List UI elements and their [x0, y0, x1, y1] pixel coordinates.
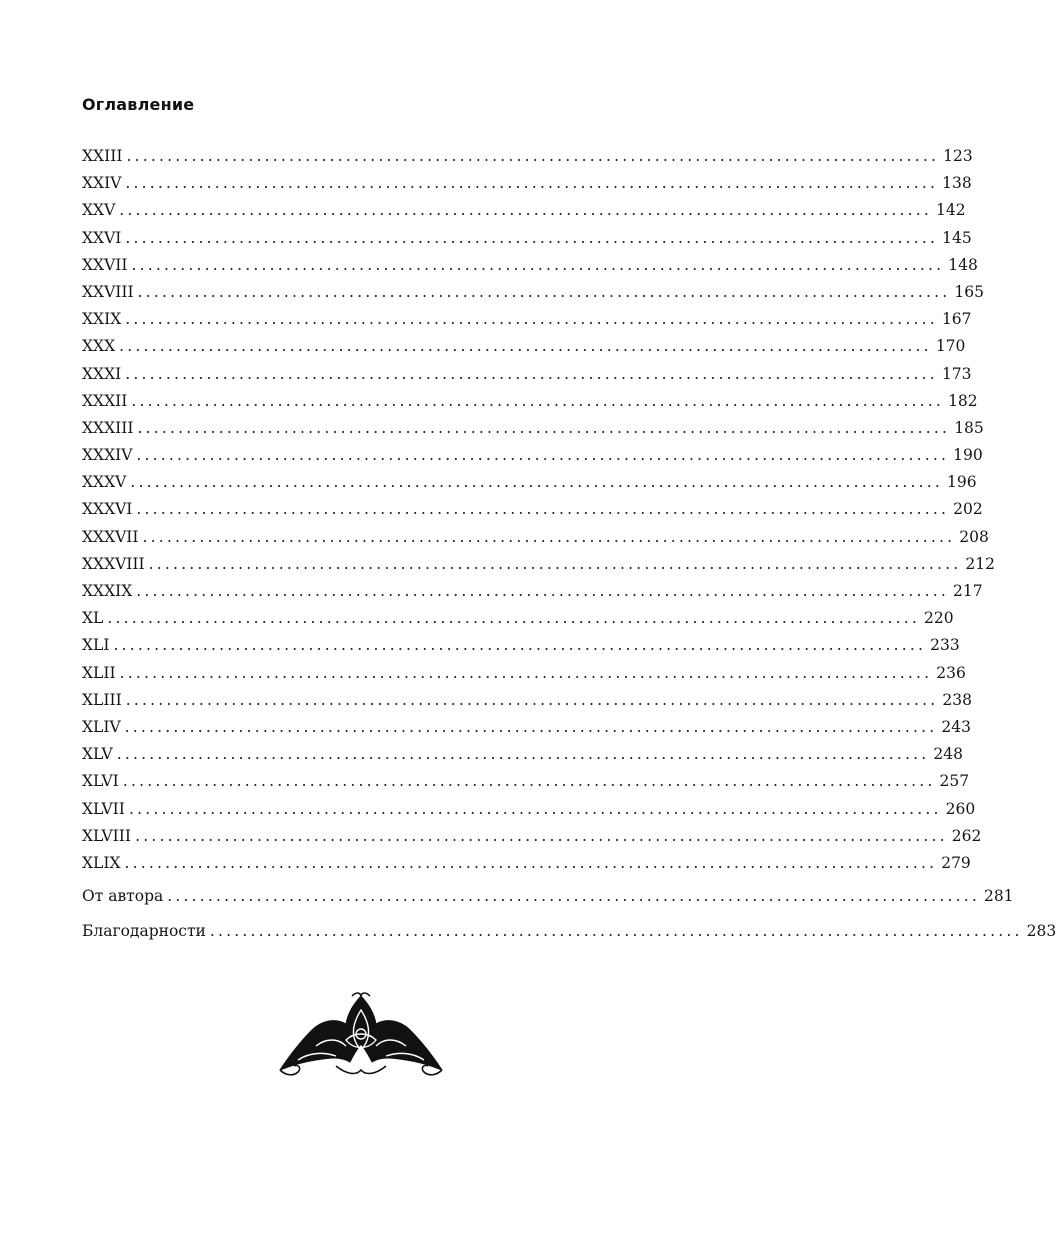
toc-entry-page: 148 — [948, 255, 978, 274]
toc-entry — [82, 690, 972, 718]
toc-entry — [82, 418, 984, 446]
toc-entry-label: XXV — [82, 201, 116, 220]
toc-entry-page: 145 — [942, 228, 972, 247]
toc-entry-label: XXXI — [82, 364, 122, 383]
toc-dot-leader: .................................................................................................... — [136, 500, 950, 519]
toc-entry — [82, 582, 983, 609]
toc-entry — [82, 527, 989, 555]
toc-dot-leader: .................................................................................................... — [125, 228, 939, 247]
toc-dot-leader: .................................................................................................... — [142, 527, 956, 546]
toc-entry-page: 248 — [933, 745, 963, 764]
toc-entry-label: XLVI — [82, 772, 119, 791]
toc-entry-page: 257 — [939, 772, 970, 791]
toc-entry-label: XLV — [82, 745, 113, 764]
toc-dot-leader: .................................................................................................... — [136, 582, 949, 600]
table-of-contents — [82, 147, 1056, 949]
toc-entry-label: XXXVI — [82, 500, 133, 519]
toc-dot-leader: .................................................................................................... — [130, 473, 944, 492]
toc-entry-label: XLIX — [82, 853, 121, 872]
toc-entry-label: XXVIII — [82, 282, 134, 301]
toc-dot-leader: .................................................................................................... — [119, 663, 933, 682]
toc-entry — [82, 826, 982, 854]
toc-entry-page: 281 — [983, 887, 1014, 906]
toc-entry — [82, 772, 970, 799]
toc-entry-page: 283 — [1026, 922, 1056, 941]
toc-dot-leader: .................................................................................................... — [148, 554, 962, 573]
toc-entry — [82, 554, 995, 582]
toc-entry — [82, 337, 966, 364]
toc-entry-label: XLII — [82, 663, 116, 682]
toc-entry — [82, 391, 978, 419]
toc-entry-page: 260 — [945, 799, 976, 818]
toc-dot-leader: .................................................................................................... — [125, 364, 938, 383]
toc-entry-page: 196 — [947, 473, 977, 492]
toc-entry — [82, 201, 966, 228]
celtic-ornament-icon — [276, 990, 446, 1080]
toc-entry-label: Благодарности — [82, 922, 206, 941]
toc-entry-label: XXXII — [82, 391, 128, 410]
toc-entry-label: XXXIX — [82, 582, 133, 600]
toc-entry-page: 202 — [953, 500, 983, 519]
toc-entry — [82, 446, 983, 473]
toc-entry — [82, 500, 983, 527]
toc-dot-leader: .................................................................................................... — [107, 609, 921, 628]
toc-entry-label: XXIX — [82, 310, 122, 329]
toc-entry — [82, 636, 960, 663]
toc-entry-label: XXVII — [82, 255, 128, 274]
toc-dot-leader: .................................................................................................... — [125, 174, 939, 193]
toc-entry-label: От автора — [82, 887, 164, 906]
toc-entry-page: 208 — [959, 527, 989, 546]
toc-dot-leader: .................................................................................................... — [136, 446, 950, 465]
toc-entry — [82, 745, 963, 772]
toc-entry — [82, 799, 976, 827]
page-title: Оглавление — [82, 95, 195, 114]
toc-entry — [82, 473, 977, 500]
toc-entry-label: XXVI — [82, 228, 122, 247]
toc-entry-label: XXIV — [82, 174, 122, 193]
toc-dot-leader: .................................................................................................... — [122, 772, 936, 791]
toc-entry-label: XLVII — [82, 799, 125, 818]
toc-entry — [82, 255, 978, 283]
toc-entry-page: 138 — [942, 174, 972, 193]
toc-entry-page: 262 — [951, 826, 982, 845]
toc-entry-label: XXXIII — [82, 418, 134, 437]
toc-entry-label: XXX — [82, 337, 116, 356]
toc-entry-page: 142 — [935, 201, 966, 220]
toc-entry-page: 123 — [943, 147, 973, 165]
toc-dot-leader: .................................................................................................... — [126, 147, 940, 165]
toc-dot-leader: .................................................................................................... — [167, 887, 980, 906]
toc-entry — [82, 717, 971, 745]
toc-entry-page: 279 — [941, 853, 971, 872]
toc-dot-leader: .................................................................................................... — [131, 391, 945, 410]
toc-entry-page: 212 — [965, 554, 995, 573]
toc-entry-page: 220 — [924, 609, 954, 628]
toc-entry — [82, 174, 972, 201]
toc-entry — [82, 609, 954, 636]
toc-entry-label: XLI — [82, 636, 110, 655]
toc-entry-page: 236 — [936, 663, 966, 682]
toc-dot-leader: .................................................................................................... — [124, 853, 938, 872]
toc-entry — [82, 364, 972, 392]
toc-dot-leader: .................................................................................................... — [131, 255, 945, 274]
toc-dot-leader: .................................................................................................... — [113, 636, 927, 655]
toc-entry-page: 185 — [954, 418, 984, 437]
toc-entry-page: 170 — [935, 337, 966, 356]
toc-entry-label: XXIII — [82, 147, 123, 165]
toc-entry-label: XLIII — [82, 690, 122, 709]
toc-dot-leader: .................................................................................................... — [128, 799, 942, 818]
toc-entry-page: 173 — [941, 364, 972, 383]
toc-entry-page: 238 — [942, 690, 972, 709]
toc-entry — [82, 228, 972, 256]
toc-dot-leader: .................................................................................................... — [125, 690, 939, 709]
toc-entry-page: 182 — [948, 391, 978, 410]
toc-entry-page: 167 — [941, 310, 972, 329]
toc-entry — [82, 310, 972, 337]
toc-dot-leader: .................................................................................................... — [124, 717, 938, 736]
toc-dot-leader: .................................................................................................... — [135, 826, 948, 845]
toc-dot-leader: .................................................................................................... — [209, 922, 1023, 941]
toc-entry-acknowledgements — [82, 922, 1056, 949]
toc-entry-label: XLVIII — [82, 826, 132, 845]
toc-entry — [82, 282, 984, 310]
toc-dot-leader: .................................................................................................... — [137, 282, 951, 301]
toc-entry — [82, 147, 973, 174]
toc-entry-label: XXXIV — [82, 446, 133, 465]
toc-entry-label: XXXVII — [82, 527, 139, 546]
toc-dot-leader: .................................................................................................... — [125, 310, 938, 329]
toc-entry-page: 243 — [941, 717, 971, 736]
toc-entry — [82, 853, 971, 881]
toc-entry-label: XXXV — [82, 473, 127, 492]
toc-dot-leader: .................................................................................................... — [137, 418, 951, 437]
toc-entry-author-note — [82, 887, 1014, 914]
toc-dot-leader: .................................................................................................... — [119, 337, 932, 356]
toc-entry-page: 233 — [930, 636, 960, 655]
toc-dot-leader: .................................................................................................... — [119, 201, 932, 220]
toc-entry — [82, 663, 966, 691]
toc-entry-label: XXXVIII — [82, 554, 145, 573]
toc-entry-label: XLIV — [82, 717, 121, 736]
toc-dot-leader: .................................................................................................... — [116, 745, 930, 764]
toc-entry-label: XL — [82, 609, 104, 628]
toc-entry-page: 217 — [952, 582, 983, 600]
toc-entry-page: 165 — [954, 282, 984, 301]
toc-entry-page: 190 — [953, 446, 983, 465]
